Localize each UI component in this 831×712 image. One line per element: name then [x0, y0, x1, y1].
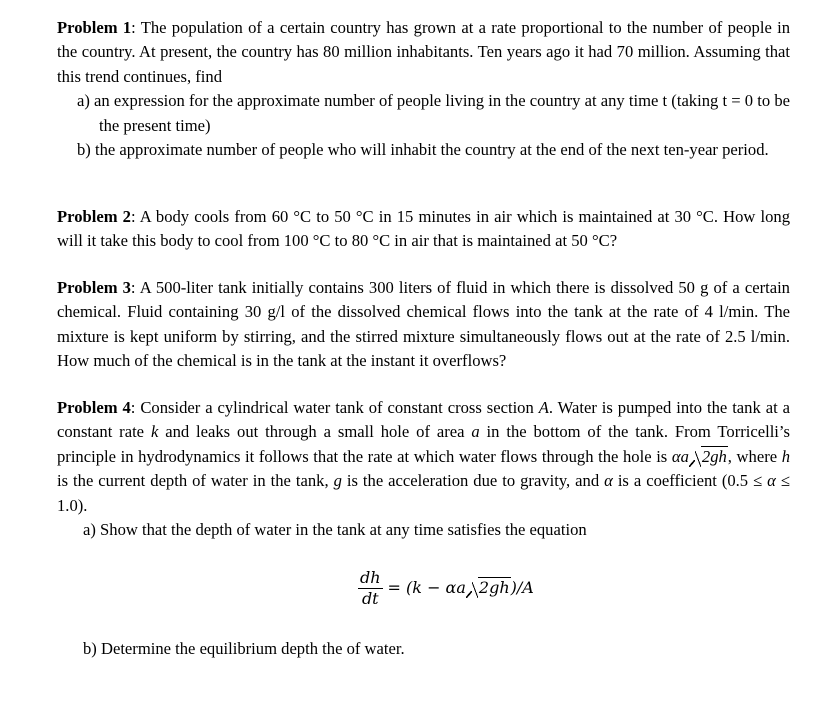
derivative-fraction: [358, 568, 383, 609]
problem-1: [57, 16, 790, 162]
problem-4-statement: [57, 396, 790, 518]
problem-1-label: Problem 1: [57, 18, 132, 37]
fraction-denominator: dt: [361, 589, 379, 608]
problem-3-statement: [57, 276, 790, 374]
problem-2: [57, 205, 790, 254]
text-run: : Consider a cylindrical water tank of constant cross section: [130, 398, 539, 417]
var-g: g: [333, 471, 342, 491]
problem-4-part-b: b) Determine the equilibrium depth the of water.: [83, 639, 405, 658]
problem-1-statement: [57, 16, 790, 89]
problem-2-statement: [57, 205, 790, 254]
problem-1-part-a: a) an expression for the approximate number of people living in the country at any time t (taking t = 0 to be the present time): [77, 91, 790, 135]
text-run: is a coefficient (0.5 ≤: [612, 471, 768, 491]
problem-3-text: : A 500-liter tank initially contains 300 liters of fluid in which there is dissolved 50 g of a certain chemical. Fluid containing 30 g/l of the dissolved chemical flows into the tank at the rate of 4 l/min. The mixture is kept uniform by stirring, and the stirred mixture simultaneously flows out at the rate of 2.5 l/min. How much of the chemical is in the tank at the instant it overflows?: [57, 278, 790, 371]
var-alpha: α: [767, 471, 776, 491]
problem-4-label: Problem 4: [57, 398, 131, 417]
problem-2-text: : A body cools from 60 °C to 50 °C in 15 minutes in air which is maintained at 30 °C. How long will it take this body to cool from 100 °C to 80 °C in air that is maintained at 50 °C?: [57, 207, 790, 251]
var-alpha: α: [604, 471, 613, 491]
problem-1-part-b: b) the approximate number of people who will inhabit the country at the end of the next ten-year period.: [77, 140, 769, 160]
problem-2-label: Problem 2: [57, 207, 131, 226]
text-run: , where: [727, 446, 782, 466]
equation-sqrt: [466, 576, 511, 600]
sqrt-2gh: [689, 445, 728, 469]
text-run: is the current depth of water in the tank,: [57, 471, 334, 491]
text-run: is the acceleration due to gravity, and: [341, 471, 605, 491]
equation-radicand: 2gh: [478, 578, 510, 598]
var-A: A: [538, 398, 549, 417]
fraction-numerator: dh: [360, 568, 381, 587]
equation-rhs-end: )/A: [510, 578, 534, 598]
problem-3: [57, 276, 790, 374]
flow-coefficient: αa: [671, 446, 689, 466]
text-run: ≤ 1.0).: [57, 471, 790, 515]
problem-1-text: : The population of a certain country has grown at a rate proportional to the number of people in the country. At present, the country has 80 million inhabitants. Ten years ago it had 70 million. Assuming that this trend continues, find: [57, 18, 790, 86]
depth-equation: [358, 568, 534, 609]
var-a: a: [471, 422, 480, 442]
sqrt-radicand: 2gh: [701, 446, 727, 466]
problem-4-part-b-wrap: [57, 637, 790, 661]
text-run: in the bottom of the tank. From Torricelli’s principle in hydrodynamics it follows that the rate at which water flows through the hole is: [57, 422, 790, 466]
text-run: . Water is pumped into the tank at a constant rate: [57, 398, 790, 442]
problem-3-label: Problem 3: [57, 278, 131, 297]
text-run: and leaks out through a small hole of area: [158, 422, 472, 442]
problem-4: [57, 396, 790, 542]
var-h: h: [781, 446, 790, 466]
problem-4-part-a: a) Show that the depth of water in the tank at any time satisfies the equation: [83, 520, 587, 540]
equation-rhs-start: = (k − αa: [387, 578, 466, 598]
var-k: k: [150, 422, 159, 442]
